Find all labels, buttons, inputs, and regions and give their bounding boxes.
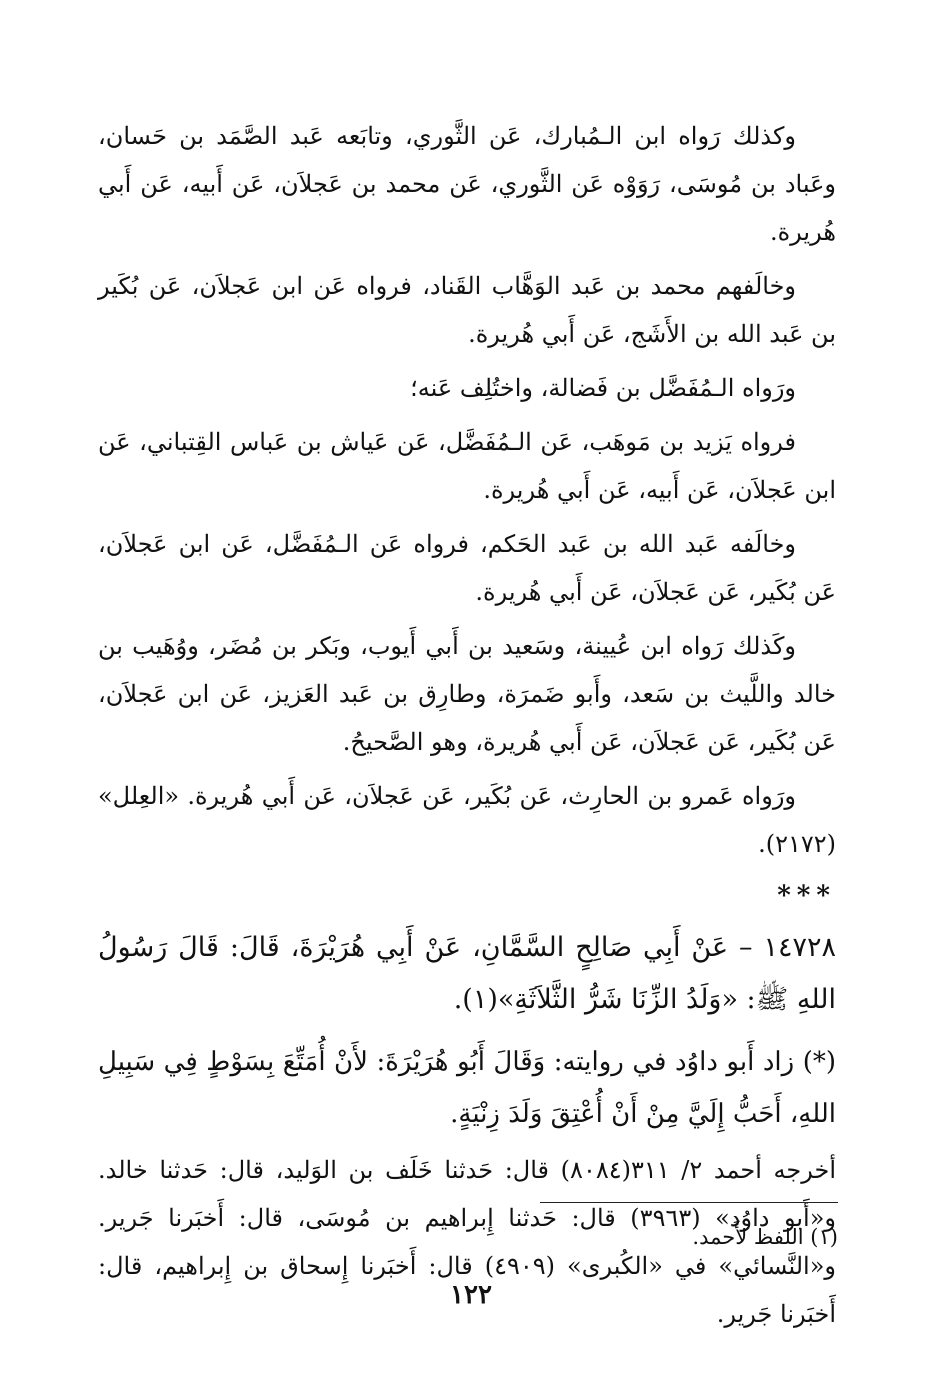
main-text <box>98 112 836 1338</box>
addition-note: (*) زاد أَبو داوُد في روايته: وَقَالَ أَبُو هُرَيْرَةَ: لأَنْ أُمَتِّعَ بِسَوْطٍ فِي سَبِيلِ اللهِ، أَحَبُّ إِلَيَّ مِنْ أَنْ أُعْتِقَ وَلَدَ زِنْيَةٍ. <box>98 1047 836 1129</box>
hadith-text <box>98 922 836 1026</box>
takhrij-text: أخرجه أحمد ٢/ ٣١١(٨٠٨٤) قال: حَدثنا خَلَف بن الوَليد، قال: حَدثنا خالد. و«أَبو داوُد» (٣٩٦٣) قال: حَدثنا إِبراهيم بن مُوسَى، قال: أَخبَرنا جَرير. و«النَّسائي» في «الكُبرى» (٤٩٠٩) قال: أَخبَرنا إِسحاق بن إِبراهيم، قال: أَخبَرنا جَرير. <box>98 1156 837 1328</box>
paragraph: وكَذلك رَواه ابن عُيينة، وسَعيد بن أَبي أَيوب، وبَكر بن مُضَر، ووُهَيب بن خالد واللَّيث بن سَعد، وأَبو ضَمرَة، وطارِق بن عَبد العَزيز، عَن ابن عَجلاَن، عَن بُكَير، عَن عَجلاَن، عَن أَبي هُريرة، وهو الصَّحيحُ. <box>98 632 836 756</box>
paragraph: وخالَفهم محمد بن عَبد الوَهَّاب القَناد، فرواه عَن ابن عَجلاَن، عَن بُكَير بن عَبد الله بن الأَشَج، عَن أَبي هُريرة. <box>98 272 836 348</box>
hadith-body: – عَنْ أَبِي صَالِحٍ السَّمَّانِ، عَنْ أَبِي هُرَيْرَةَ، قَالَ: قَالَ رَسُولُ اللهِ ﷺ: «وَلَدُ الزِّنَا شَرُّ الثَّلاَثَةِ»(١). <box>98 932 836 1015</box>
page-number: ١٢٢ <box>450 1280 492 1310</box>
paragraph: وخالَفه عَبد الله بن عَبد الحَكم، فرواه عَن الـمُفَضَّل، عَن ابن عَجلاَن، عَن بُكَير، عَن عَجلاَن، عَن أَبي هُريرة. <box>98 530 836 606</box>
hadith-number: ١٤٧٢٨ <box>763 932 836 963</box>
section-separator: *** <box>777 881 836 911</box>
paragraph: ورَواه الـمُفَضَّل بن فَضالة، واختُلِف عَنه؛ <box>410 374 796 402</box>
paragraph: فرواه يَزيد بن مَوهَب، عَن الـمُفَضَّل، عَن عَياش بن عَباس القِتباني، عَن ابن عَجلاَن، عَن أَبيه، عَن أَبي هُريرة. <box>98 428 836 504</box>
footnote: (١) اللفظ لأَحمد. <box>692 1225 838 1249</box>
paragraph: ورَواه عَمرو بن الحارِث، عَن بُكَير، عَن عَجلاَن، عَن أَبي هُريرة. «العِلل» (٢١٧٢). <box>98 782 836 858</box>
footnote-divider <box>540 1202 838 1203</box>
paragraph: وكذلك رَواه ابن الـمُبارك، عَن الثَّوري، وتابَعه عَبد الصَّمَد بن حَسان، وعَباد بن مُوسَى، رَوَوْه عَن الثَّوري، عَن محمد بن عَجلاَن، عَن أَبيه، عَن أَبي هُريرة. <box>98 122 836 246</box>
